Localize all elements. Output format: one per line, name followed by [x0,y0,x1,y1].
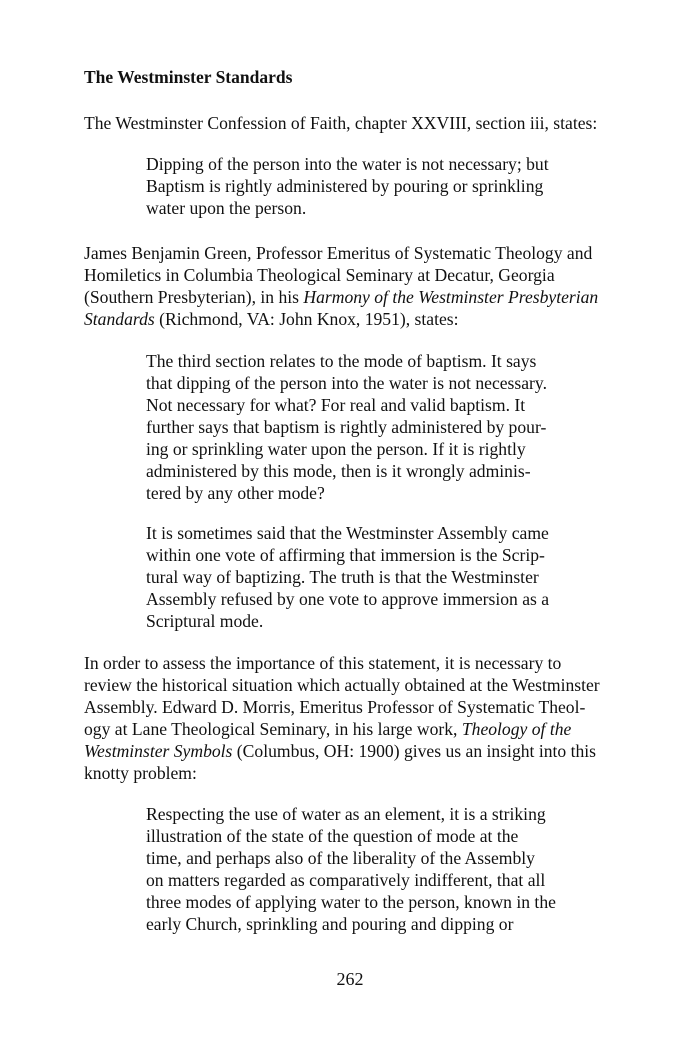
text-line: within one vote of affirming that immersion is the Scrip- [146,545,545,565]
text-line: Respecting the use of water as an element, it is a striking [146,804,546,824]
text-line [84,718,600,740]
morris-paragraph [84,652,600,784]
text-line: that dipping of the person into the water is not necessary. [146,373,547,393]
text-segment: (Columbus, OH: 1900) gives us an insight into this [232,741,597,761]
block-quote-confession [146,153,549,219]
text-line: administered by this mode, then is it wrongly adminis- [146,461,531,481]
block-quote-morris [146,803,556,935]
text-line: early Church, sprinkling and pouring and dipping or [146,914,514,934]
text-line: further says that baptism is rightly administered by pour- [146,417,547,437]
text-line: water upon the person. [146,198,307,218]
book-title: Westminster Symbols [84,741,233,761]
text-line [84,286,598,308]
text-line: illustration of the state of the question of mode at the [146,826,519,846]
text-line: The third section relates to the mode of baptism. It says [146,351,537,371]
page-number: 262 [336,969,364,989]
text-line: Scriptural mode. [146,611,264,631]
text-line [84,308,598,330]
intro-paragraph [84,112,597,134]
text-line: It is sometimes said that the Westminster Assembly came [146,523,549,543]
block-quote-green-2 [146,522,549,632]
text-line: knotty problem: [84,763,197,783]
text-line [84,740,600,762]
text-line: tural way of baptizing. The truth is that the Westminster [146,567,539,587]
text-line: ing or sprinkling water upon the person. If it is rightly [146,439,526,459]
text-segment: (Richmond, VA: John Knox, 1951), states: [154,309,459,329]
text-line: Baptism is rightly administered by pouring or sprinkling [146,176,544,196]
book-title: Harmony of the Westminster Presbyterian [303,287,599,307]
text-line: James Benjamin Green, Professor Emeritus of Systematic Theology and [84,243,593,263]
text-line: In order to assess the importance of this statement, it is necessary to [84,653,562,673]
book-title: Standards [84,309,155,329]
text-line: Dipping of the person into the water is not necessary; but [146,154,549,174]
text-line: The Westminster Confession of Faith, chapter XXVIII, section iii, states: [84,113,598,133]
text-line: review the historical situation which actually obtained at the Westminster [84,675,600,695]
text-line: Homiletics in Columbia Theological Seminary at Decatur, Georgia [84,265,555,285]
text-line: Assembly. Edward D. Morris, Emeritus Professor of Systematic Theol- [84,697,586,717]
text-line: three modes of applying water to the person, known in the [146,892,556,912]
text-line: Assembly refused by one vote to approve immersion as a [146,589,550,609]
text-line: tered by any other mode? [146,483,325,503]
text-line: time, and perhaps also of the liberality of the Assembly [146,848,535,868]
block-quote-green-1 [146,350,547,504]
text-segment: (Southern Presbyterian), in his [84,287,304,307]
book-title: Theology of the [461,719,572,739]
green-paragraph [84,242,598,330]
text-line: on matters regarded as comparatively indifferent, that all [146,870,546,890]
section-heading: The Westminster Standards [84,67,293,87]
text-segment: ogy at Lane Theological Seminary, in his large work, [84,719,462,739]
text-line: Not necessary for what? For real and valid baptism. It [146,395,526,415]
